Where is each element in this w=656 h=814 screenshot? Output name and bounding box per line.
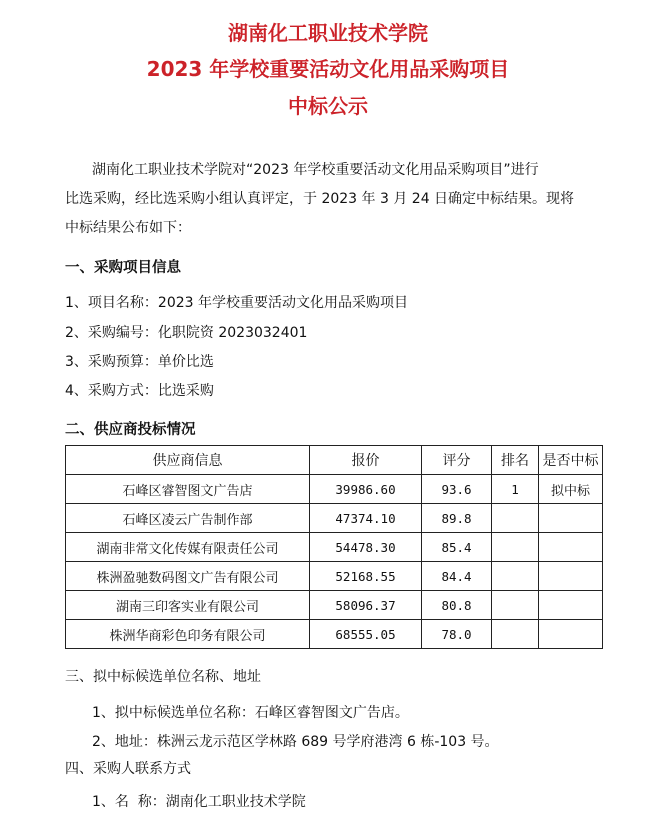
table-row [66,475,603,504]
winner-status [539,504,603,533]
column-header-rank: 排名 [492,446,539,475]
column-header-winner: 是否中标 [539,446,603,475]
winner-status [539,562,603,591]
table-row [66,591,603,620]
section4-item: 1、名 称：湖南化工职业技术学院 [92,794,306,810]
winner-status [539,533,603,562]
column-header-price: 报价 [310,446,422,475]
table-header-row [66,446,603,475]
supplier-name: 湖南非常文化传媒有限责任公司 [66,533,310,562]
rank [492,562,539,591]
table-row [66,504,603,533]
column-header-supplier: 供应商信息 [66,446,310,475]
score: 89.8 [422,504,492,533]
supplier-table [65,445,603,649]
score: 78.0 [422,620,492,649]
doc-title-line2: 2023 年学校重要活动文化用品采购项目 [146,57,510,81]
section-heading-4: 四、采购人联系方式 [65,761,191,777]
intro-line-2: 比选采购，经比选采购小组认真评定，于 2023 年 3 月 24 日确定中标结果。现将 [65,191,575,207]
section1-item: 2、采购编号：化职院资 2023032401 [65,325,308,341]
supplier-name: 湖南三印客实业有限公司 [66,591,310,620]
price: 54478.30 [310,533,422,562]
section1-item: 1、项目名称：2023 年学校重要活动文化用品采购项目 [65,295,408,311]
table-row [66,533,603,562]
table-row [66,562,603,591]
section1-item: 3、采购预算：单价比选 [65,354,214,370]
supplier-name: 石峰区睿智图文广告店 [66,475,310,504]
score: 85.4 [422,533,492,562]
price: 68555.05 [310,620,422,649]
intro-line-1: 湖南化工职业技术学院对“2023 年学校重要活动文化用品采购项目”进行 [92,162,539,178]
rank [492,504,539,533]
rank [492,533,539,562]
section-heading-3: 三、拟中标候选单位名称、地址 [65,669,261,685]
supplier-name: 株洲盈驰数码图文广告有限公司 [66,562,310,591]
rank [492,591,539,620]
supplier-name: 株洲华商彩色印务有限公司 [66,620,310,649]
section1-item: 4、采购方式：比选采购 [65,383,214,399]
doc-title-line1: 湖南化工职业技术学院 [228,21,428,45]
section-heading-1: 一、采购项目信息 [65,260,181,276]
price: 39986.60 [310,475,422,504]
winner-status: 拟中标 [539,475,603,504]
doc-title-line3: 中标公示 [288,94,368,118]
score: 84.4 [422,562,492,591]
price: 47374.10 [310,504,422,533]
section-heading-2: 二、供应商投标情况 [65,422,196,438]
section3-item: 2、地址：株洲云龙示范区学林路 689 号学府港湾 6 栋-103 号。 [92,734,499,750]
supplier-name: 石峰区凌云广告制作部 [66,504,310,533]
price: 58096.37 [310,591,422,620]
winner-status [539,620,603,649]
winner-status [539,591,603,620]
score: 93.6 [422,475,492,504]
section3-item: 1、拟中标候选单位名称：石峰区睿智图文广告店。 [92,705,409,721]
table-row [66,620,603,649]
price: 52168.55 [310,562,422,591]
rank [492,620,539,649]
intro-line-3: 中标结果公布如下： [65,220,191,236]
rank: 1 [492,475,539,504]
column-header-score: 评分 [422,446,492,475]
score: 80.8 [422,591,492,620]
